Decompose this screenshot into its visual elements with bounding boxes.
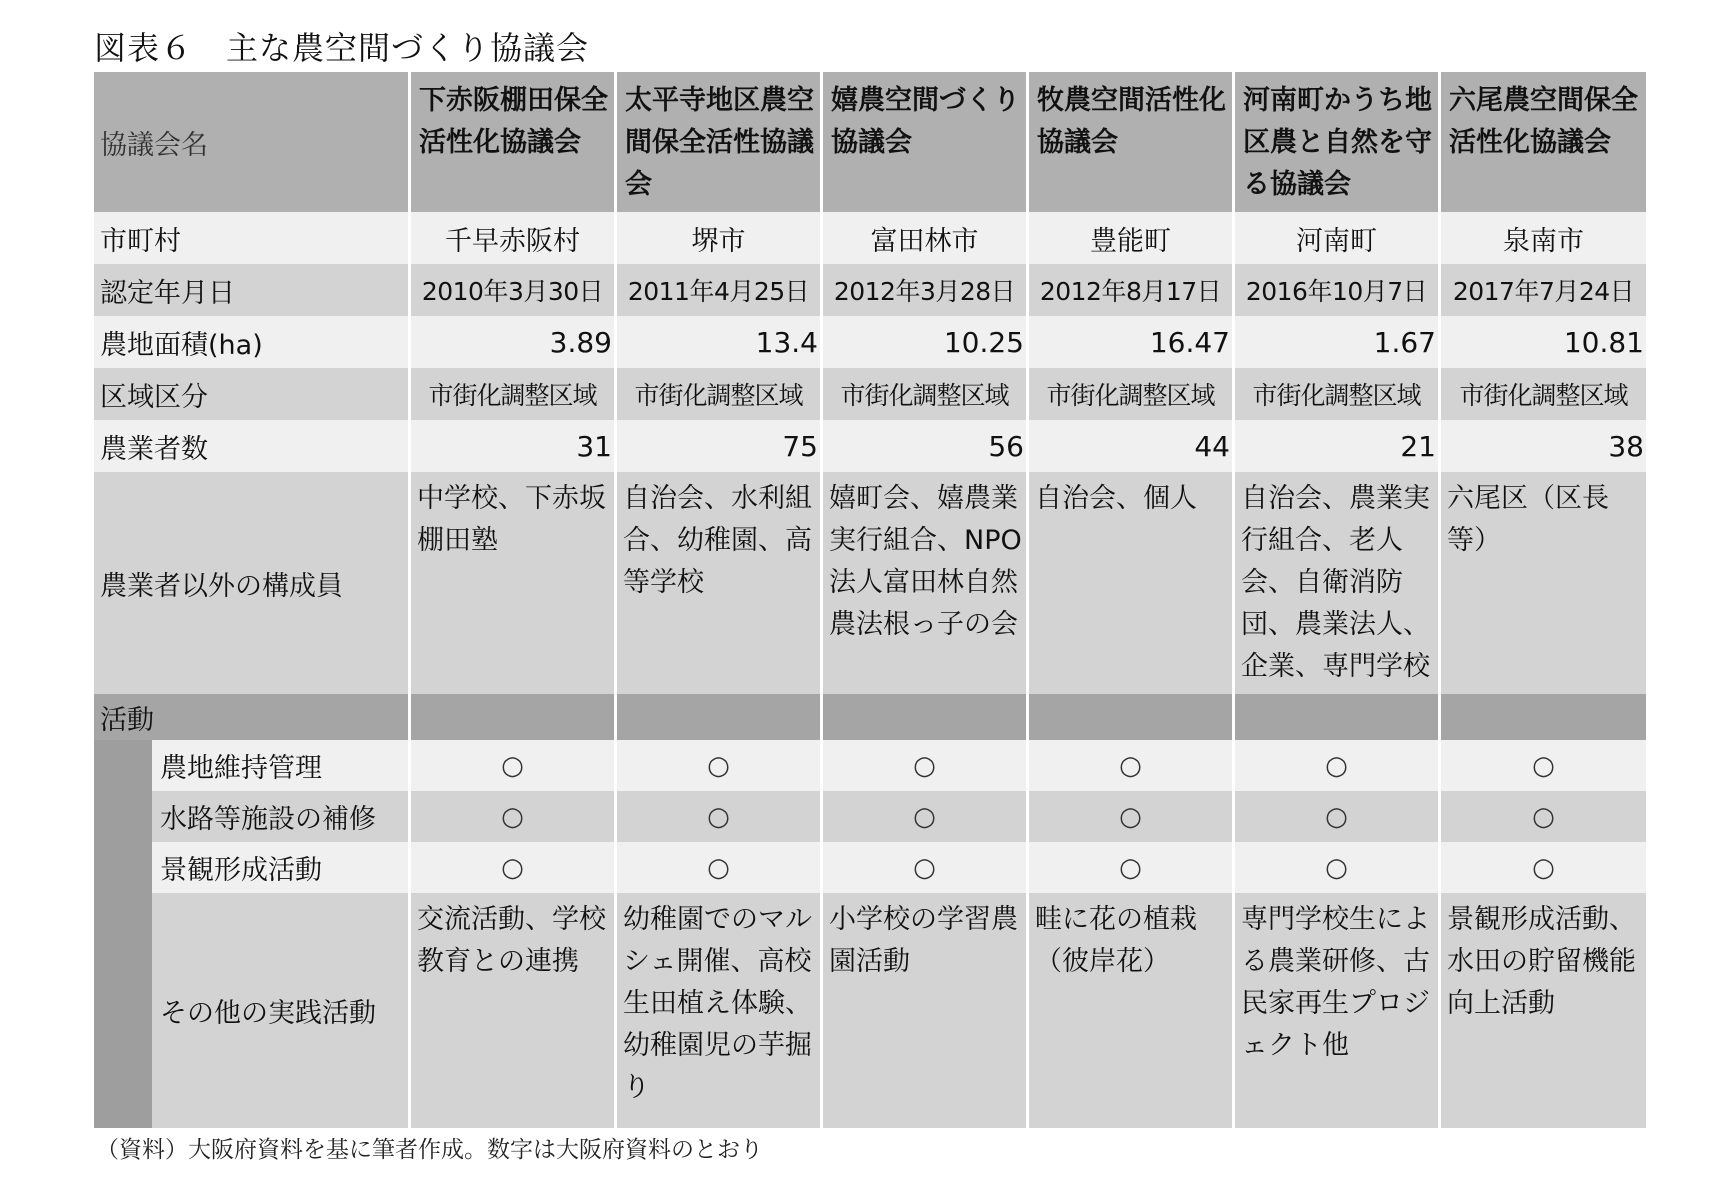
landscape-activities-label: 景観形成活動 [152,842,408,893]
municipality-cell: 千早赤阪村 [408,212,614,264]
non-farmer-members-cell: 嬉町会、嬉農業実行組合、NPO法人富田林自然農法根っ子の会 [820,472,1026,694]
farmland-area-cell: 1.67 [1232,316,1438,368]
circle-mark: ○ [1232,740,1438,791]
council-name-cell: 牧農空間活性化協議会 [1026,72,1232,212]
zoning-cell: 市街化調整区域 [1026,368,1232,420]
circle-mark: ○ [408,842,614,893]
farmland-area-cell: 16.47 [1026,316,1232,368]
farmland-maintenance-label: 農地維持管理 [152,740,408,791]
council-name-cell: 太平寺地区農空間保全活性協議会 [614,72,820,212]
zoning-cell: 市街化調整区域 [614,368,820,420]
other-activities-row [94,893,1646,1128]
activities-header-row [94,694,1646,740]
activities-header-cell [820,694,1026,740]
municipality-row [94,212,1646,264]
non-farmer-members-cell: 自治会、個人 [1026,472,1232,694]
farmer-count-cell: 44 [1026,420,1232,472]
zoning-cell: 市街化調整区域 [408,368,614,420]
farmland-area-row [94,316,1646,368]
farmer-count-cell: 56 [820,420,1026,472]
non-farmer-members-row [94,472,1646,694]
farmer-count-label: 農業者数 [94,420,408,472]
certified-date-cell: 2010年3月30日 [408,264,614,316]
council-table [94,72,1646,1128]
certified-date-row [94,264,1646,316]
activities-header-cell [1438,694,1646,740]
circle-mark: ○ [1026,740,1232,791]
farmer-count-cell: 31 [408,420,614,472]
zoning-label: 区域区分 [94,368,408,420]
certified-date-cell: 2016年10月7日 [1232,264,1438,316]
certified-date-label: 認定年月日 [94,264,408,316]
circle-mark: ○ [1438,842,1646,893]
circle-mark: ○ [614,842,820,893]
other-activities-label: その他の実践活動 [152,893,408,1128]
other-activities-cell: 幼稚園でのマルシェ開催、高校生田植え体験、幼稚園児の芋掘り [614,893,820,1128]
waterway-repair-label: 水路等施設の補修 [152,791,408,842]
municipality-cell: 泉南市 [1438,212,1646,264]
source-note: （資料）大阪府資料を基に筆者作成。数字は大阪府資料のとおり [96,1137,763,1163]
circle-mark: ○ [820,740,1026,791]
council-name-row [94,72,1646,212]
other-activities-cell: 専門学校生による農業研修、古民家再生プロジェクト他 [1232,893,1438,1128]
other-activities-cell: 景観形成活動、水田の貯留機能向上活動 [1438,893,1646,1128]
activities-header-cell [614,694,820,740]
certified-date-cell: 2012年3月28日 [820,264,1026,316]
circle-mark: ○ [1026,791,1232,842]
non-farmer-members-cell: 六尾区（区長等） [1438,472,1646,694]
circle-mark: ○ [1438,791,1646,842]
circle-mark: ○ [614,791,820,842]
farmer-count-cell: 75 [614,420,820,472]
farmland-area-label: 農地面積(ha) [94,316,408,368]
non-farmer-members-cell: 自治会、水利組合、幼稚園、高等学校 [614,472,820,694]
zoning-cell: 市街化調整区域 [1232,368,1438,420]
other-activities-cell: 交流活動、学校教育との連携 [408,893,614,1128]
farmland-area-cell: 10.25 [820,316,1026,368]
zoning-row [94,368,1646,420]
zoning-cell: 市街化調整区域 [1438,368,1646,420]
activities-side-bar [94,740,152,1128]
council-name-cell: 嬉農空間づくり協議会 [820,72,1026,212]
municipality-cell: 堺市 [614,212,820,264]
circle-mark: ○ [408,791,614,842]
certified-date-cell: 2012年8月17日 [1026,264,1232,316]
circle-mark: ○ [1026,842,1232,893]
municipality-cell: 河南町 [1232,212,1438,264]
circle-mark: ○ [820,791,1026,842]
non-farmer-members-cell: 自治会、農業実行組合、老人会、自衛消防団、農業法人、企業、専門学校 [1232,472,1438,694]
farmer-count-cell: 21 [1232,420,1438,472]
circle-mark: ○ [1232,791,1438,842]
figure-title: 図表６ 主な農空間づくり協議会 [94,29,590,67]
certified-date-cell: 2017年7月24日 [1438,264,1646,316]
council-name-cell: 下赤阪棚田保全活性化協議会 [408,72,614,212]
farmland-area-cell: 10.81 [1438,316,1646,368]
council-name-label: 協議会名 [94,72,408,212]
farmland-area-cell: 3.89 [408,316,614,368]
circle-mark: ○ [408,740,614,791]
municipality-cell: 豊能町 [1026,212,1232,264]
activities-label: 活動 [94,694,408,740]
council-name-cell: 河南町かうち地区農と自然を守る協議会 [1232,72,1438,212]
non-farmer-members-cell: 中学校、下赤坂棚田塾 [408,472,614,694]
activities-header-cell [408,694,614,740]
municipality-cell: 富田林市 [820,212,1026,264]
other-activities-cell: 小学校の学習農園活動 [820,893,1026,1128]
farmer-count-cell: 38 [1438,420,1646,472]
farmland-area-cell: 13.4 [614,316,820,368]
council-name-cell: 六尾農空間保全活性化協議会 [1438,72,1646,212]
certified-date-cell: 2011年4月25日 [614,264,820,316]
other-activities-cell: 畦に花の植栽（彼岸花） [1026,893,1232,1128]
zoning-cell: 市街化調整区域 [820,368,1026,420]
circle-mark: ○ [1232,842,1438,893]
waterway-repair-row [94,791,1646,842]
activities-header-cell [1026,694,1232,740]
circle-mark: ○ [1438,740,1646,791]
non-farmer-members-label: 農業者以外の構成員 [94,472,408,694]
landscape-activities-row [94,842,1646,893]
farmland-maintenance-row [94,740,1646,791]
activities-header-cell [1232,694,1438,740]
circle-mark: ○ [820,842,1026,893]
circle-mark: ○ [614,740,820,791]
farmer-count-row [94,420,1646,472]
municipality-label: 市町村 [94,212,408,264]
